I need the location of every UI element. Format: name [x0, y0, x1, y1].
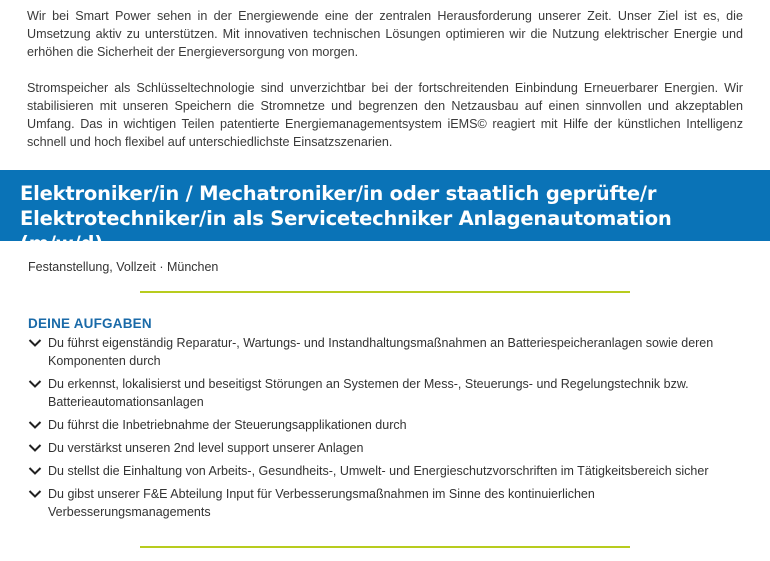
job-title-line-2: Elektrotechniker/in als Servicetechniker Anlagenautomation (m/w/d): [20, 207, 672, 255]
chevron-down-icon: [28, 465, 42, 477]
list-item: [28, 334, 758, 370]
task-list: [28, 334, 758, 521]
list-item: [28, 416, 758, 434]
task-text: Du gibst unserer F&E Abteilung Input für Verbesserungsmaßnahmen im Sinne des kontinuierlichen Verbesserungsmanagements: [48, 487, 595, 519]
chevron-down-icon: [28, 419, 42, 431]
task-text: Du führst eigenständig Reparatur-, Wartungs- und Instandhaltungsmaßnahmen an Batteriespeicheranlagen sowie deren Komponenten durch: [48, 336, 714, 368]
intro-paragraph-1: Wir bei Smart Power sehen in der Energiewende eine der zentralen Herausforderung unserer Zeit. Unser Ziel ist es, die Umsetzung aktiv zu unterstützen. Mit innovativen technischen Lösungen optimieren wir die Nutzung elektrischer Energie und erhöhen die Sicherheit der Energieversorgung von morgen.: [27, 9, 743, 59]
list-item: [28, 485, 758, 521]
list-item: [28, 439, 758, 457]
job-title: [20, 181, 750, 256]
intro-paragraph-2: Stromspeicher als Schlüsseltechnologie sind unverzichtbar bei der fortschreitenden Einbindung Erneuerbarer Energien. Wir stabilisieren mit unseren Speichern die Stromnetze und begrenzen den Netzausbau auf einen sinnvollen und akzeptablen Umfang. Das in wichtigen Teilen patentierte Energiemanagementsystem iEMS© reagiert mit Hilfe der künstlichen Intelligenz schnell und hoch flexibel auf unterschiedlichste Einsatzszenarien.: [27, 81, 743, 149]
task-text: Du erkennst, lokalisierst und beseitigst Störungen an Systemen der Mess-, Steuerungs- und Regelungstechnik bzw. Batterieautomationsanlagen: [48, 377, 689, 409]
intro-text: [27, 7, 743, 151]
task-text: Du führst die Inbetriebnahme der Steuerungsapplikationen durch: [48, 418, 407, 432]
task-text: Du stellst die Einhaltung von Arbeits-, Gesundheits-, Umwelt- und Energieschutzvorschriften im Tätigkeitsbereich sicher: [48, 464, 709, 478]
section-heading-tasks: DEINE AUFGABEN: [28, 316, 152, 331]
divider-bottom: [140, 546, 630, 548]
chevron-down-icon: [28, 337, 42, 349]
list-item: [28, 375, 758, 411]
divider-top: [140, 291, 630, 293]
list-item: [28, 462, 758, 480]
job-title-line-1: Elektroniker/in / Mechatroniker/in oder staatlich geprüfte/r: [20, 182, 657, 205]
chevron-down-icon: [28, 442, 42, 454]
job-title-banner: [0, 170, 770, 255]
chevron-down-icon: [28, 488, 42, 500]
chevron-down-icon: [28, 378, 42, 390]
task-text: Du verstärkst unseren 2nd level support unserer Anlagen: [48, 441, 364, 455]
job-meta: Festanstellung, Vollzeit · München: [28, 260, 219, 274]
